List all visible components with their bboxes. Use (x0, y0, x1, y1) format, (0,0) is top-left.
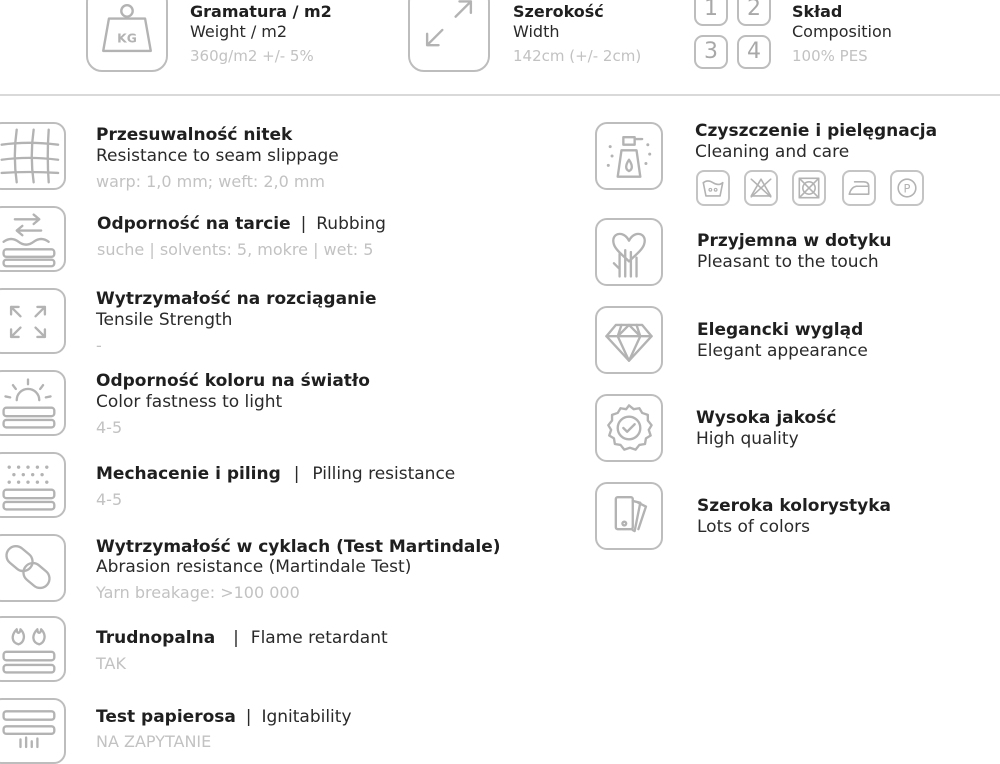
header-divider (0, 94, 1000, 96)
tensile-arrows-icon (0, 288, 66, 354)
rubbing-subtitle: Rubbing (316, 214, 386, 234)
seam-value: warp: 1,0 mm; weft: 2,0 mm (96, 172, 326, 191)
elegant-subtitle: Elegant appearance (697, 341, 868, 361)
quality-title: Wysoka jakość (696, 408, 837, 428)
flame-title: Trudnopalna (96, 628, 216, 648)
light-subtitle: Color fastness to light (96, 392, 283, 412)
composition-value: 100% PES (792, 47, 868, 65)
sun-light-icon (0, 370, 66, 436)
martindale-title: Wytrzymałość w cyklach (Test Martindale) (96, 537, 501, 557)
seam-title: Przesuwalność nitek (96, 125, 293, 145)
pilling-title: Mechacenie i piling (96, 464, 281, 484)
no-tumble-dry-icon (792, 170, 826, 206)
iron-icon (842, 170, 876, 206)
colors-title: Szeroka kolorystyka (697, 496, 892, 516)
pilling-separator: | (293, 464, 300, 484)
composition-number-2: 2 (737, 0, 771, 26)
weight-value: 360g/m2 +/- 5% (190, 47, 314, 65)
dry-clean-letter: P (903, 181, 911, 196)
cigarette-separator: | (245, 707, 252, 727)
pilling-subtitle: Pilling resistance (312, 464, 456, 484)
width-value: 142cm (+/- 2cm) (513, 47, 642, 65)
no-bleach-icon (744, 170, 778, 206)
cigarette-title: Test papierosa (96, 707, 236, 727)
martindale-value: Yarn breakage: >100 000 (96, 583, 300, 602)
hand-touch-icon (595, 218, 663, 286)
cigarette-icon (0, 698, 66, 764)
touch-subtitle: Pleasant to the touch (697, 252, 879, 272)
cleaning-title: Czyszczenie i pielęgnacja (695, 121, 938, 141)
elegant-title: Elegancki wygląd (697, 320, 864, 340)
composition-subtitle: Composition (792, 22, 892, 41)
cleaning-subtitle: Cleaning and care (695, 142, 850, 162)
tensile-title: Wytrzymałość na rozciąganie (96, 289, 377, 309)
flame-separator: | (233, 628, 239, 648)
quality-subtitle: High quality (696, 429, 799, 449)
kg-weight-icon (86, 0, 168, 72)
rubbing-title: Odporność na tarcie (97, 214, 291, 234)
diamond-icon (595, 306, 663, 374)
spray-bottle-icon (595, 122, 663, 190)
expand-arrows-icon (408, 0, 490, 72)
grid-fabric-icon (0, 122, 66, 190)
cigarette-subtitle: Ignitability (261, 707, 352, 727)
wash-30-icon (696, 170, 730, 206)
tensile-value: - (96, 336, 102, 355)
rubbing-icon (0, 206, 66, 272)
weight-title: Gramatura / m2 (190, 2, 332, 21)
composition-title: Skład (792, 2, 843, 21)
flame-icon (0, 616, 66, 682)
martindale-subtitle: Abrasion resistance (Martindale Test) (96, 557, 412, 577)
chain-link-icon (0, 534, 66, 602)
dry-clean-p-icon (890, 170, 924, 206)
cigarette-value: NA ZAPYTANIE (96, 732, 212, 751)
quality-badge-icon (595, 394, 663, 462)
composition-number-4: 4 (737, 35, 771, 69)
kg-icon-label: KG (117, 31, 137, 46)
light-title: Odporność koloru na światło (96, 371, 370, 391)
color-swatches-icon (595, 482, 663, 550)
flame-subtitle: Flame retardant (250, 628, 388, 648)
flame-heading (96, 628, 388, 648)
seam-subtitle: Resistance to seam slippage (96, 146, 339, 166)
rubbing-separator: | (300, 214, 307, 234)
pilling-value: 4-5 (96, 490, 123, 509)
flame-value: TAK (96, 654, 126, 673)
cigarette-heading (96, 707, 352, 727)
touch-title: Przyjemna w dotyku (697, 231, 892, 251)
light-value: 4-5 (96, 418, 123, 437)
pilling-dots-icon (0, 452, 66, 518)
weight-subtitle: Weight / m2 (190, 22, 288, 41)
composition-number-3: 3 (694, 35, 728, 69)
rubbing-value: suche | solvents: 5, mokre | wet: 5 (97, 240, 374, 259)
colors-subtitle: Lots of colors (697, 517, 811, 537)
pilling-heading (96, 464, 455, 484)
rubbing-heading (97, 214, 386, 234)
width-subtitle: Width (513, 22, 560, 41)
tensile-subtitle: Tensile Strength (96, 310, 233, 330)
width-title: Szerokość (513, 2, 604, 21)
composition-number-1: 1 (694, 0, 728, 26)
